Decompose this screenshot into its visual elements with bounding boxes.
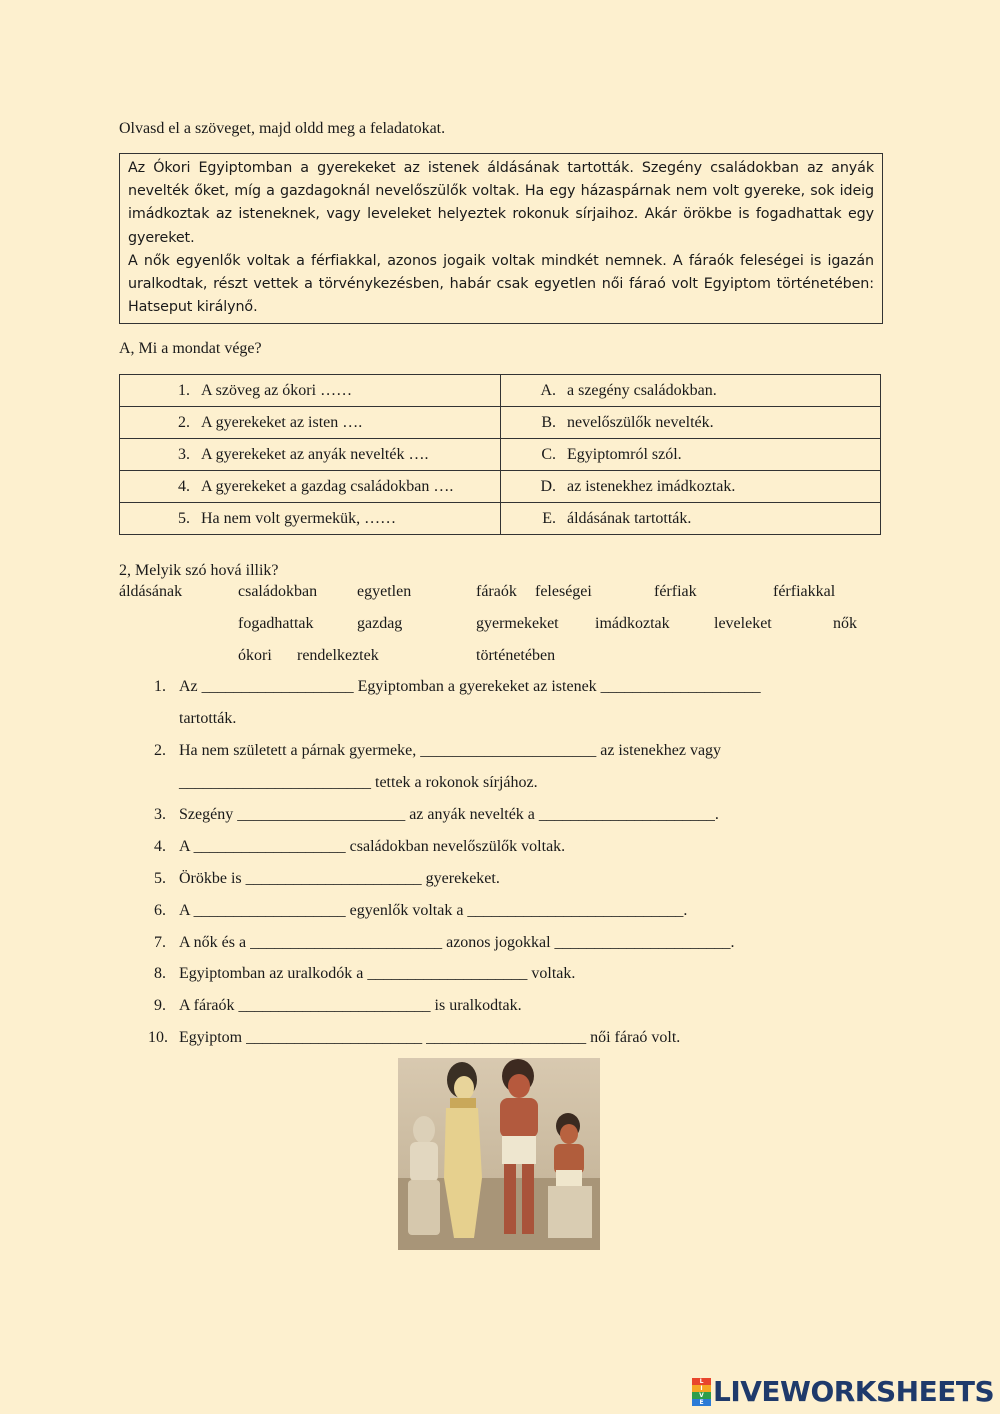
word-bank-item: leveleket xyxy=(714,615,772,632)
row-number: 2. xyxy=(178,413,190,431)
row-number: 5. xyxy=(178,509,190,527)
sentence-end: az istenekhez imádkoztak. xyxy=(567,477,736,495)
sentence-line: tartották. xyxy=(179,710,237,727)
list-item xyxy=(154,965,576,983)
item-number: 3. xyxy=(154,806,166,823)
row-letter: E. xyxy=(542,509,556,527)
table-row xyxy=(120,503,881,535)
sentence-end: a szegény családokban. xyxy=(567,381,717,399)
brand-name: LIVEWORKSHEETS xyxy=(713,1375,995,1408)
row-number: 4. xyxy=(178,477,190,495)
list-item xyxy=(154,870,500,888)
reading-text-box xyxy=(119,153,883,324)
sentence-end: áldásának tartották. xyxy=(567,509,692,527)
word-bank-item: egyetlen xyxy=(357,583,412,600)
sentence-line: Ha nem született a párnak gyermeke, ______________________ az istenekhez vagy xyxy=(179,742,722,759)
list-item xyxy=(154,838,566,856)
word-bank-item: fáraók xyxy=(476,583,517,600)
table-row xyxy=(120,471,881,503)
sentence-line: A ___________________ családokban nevelőszülők voltak. xyxy=(179,838,566,855)
word-bank-item: áldásának xyxy=(119,583,183,600)
reading-paragraph-1: Az Ókori Egyiptomban a gyerekeket az istenek áldásának tartották. Szegény családokban az anyák nevelték őket, míg a gazdagoknál nevelőszülők voltak. Ha egy házaspárnak nem volt gyereke, sok ideig imádkoztak az isteneknek, vagy leveleket helyeztek rokonuk sírjaihoz. Akár örökbe is fogadhattak egy gyereket. xyxy=(128,160,874,246)
reading-paragraph-2: A nők egyenlők voltak a férfiakkal, azonos jogaik voltak mindkét nemnek. A fáraók feleségei is igazán uralkodtak, részt vettek a törvénykezésben, habár csak egyetlen női fáraó volt Egyiptom történetében: Hatseput királynő. xyxy=(128,252,874,316)
word-bank-item: történetében xyxy=(476,647,556,664)
sentence-line: Egyiptomban az uralkodók a ____________________ voltak. xyxy=(179,965,576,982)
word-bank-item: ókori xyxy=(238,647,272,664)
word-bank-item: gazdag xyxy=(357,615,403,632)
sentence-end: Egyiptomról szól. xyxy=(567,445,682,463)
sentence-line: A ___________________ egyenlők voltak a ___________________________. xyxy=(179,902,688,919)
list-item xyxy=(154,997,522,1015)
sentence-end: nevelőszülők nevelték. xyxy=(567,413,714,431)
word-bank-item: imádkoztak xyxy=(595,615,670,632)
word-bank-item: rendelkeztek xyxy=(297,647,379,664)
list-item xyxy=(154,678,761,696)
table-row xyxy=(120,439,881,471)
list-item xyxy=(154,934,735,952)
sentence-start: A gyerekeket az anyák nevelték …. xyxy=(201,445,429,463)
item-number: 9. xyxy=(154,997,166,1014)
word-bank-item: feleségei xyxy=(535,583,592,600)
sentence-start: A gyerekeket a gazdag családokban …. xyxy=(201,477,454,495)
item-number: 6. xyxy=(154,902,166,919)
sentence-line: ________________________ tettek a rokonok sírjához. xyxy=(179,774,538,791)
task2-title: 2, Melyik szó hová illik? xyxy=(119,562,279,579)
item-number: 1. xyxy=(154,678,166,695)
matching-table xyxy=(119,374,881,535)
item-number: 7. xyxy=(154,934,166,951)
family-statue-illustration xyxy=(398,1058,600,1250)
word-bank-item: gyermekeket xyxy=(476,615,559,632)
sentence-line: Örökbe is ______________________ gyerekeket. xyxy=(179,870,500,887)
egyptian-statue-image xyxy=(398,1058,600,1250)
table-row xyxy=(120,407,881,439)
word-bank-item: fogadhattak xyxy=(238,615,314,632)
sentence-line: A fáraók ________________________ is uralkodtak. xyxy=(179,997,522,1014)
sentence-line: A nők és a ________________________ azonos jogokkal ______________________. xyxy=(179,934,735,951)
word-bank-item: nők xyxy=(833,615,857,632)
list-item xyxy=(148,1029,681,1047)
list-item xyxy=(154,806,719,824)
list-item-continuation xyxy=(179,710,236,728)
table-row xyxy=(120,375,881,407)
sentence-line: Szegény _____________________ az anyák nevelték a ______________________. xyxy=(179,806,719,823)
sentence-line: Egyiptom ______________________ ____________________ női fáraó volt. xyxy=(179,1029,681,1046)
list-item xyxy=(154,902,688,920)
instruction-text: Olvasd el a szöveget, majd oldd meg a feladatokat. xyxy=(119,120,446,137)
list-item-continuation xyxy=(179,774,538,792)
item-number: 10. xyxy=(148,1029,168,1046)
word-bank-item: férfiakkal xyxy=(773,583,836,600)
sentence-start: A gyerekeket az isten …. xyxy=(201,413,363,431)
item-number: 5. xyxy=(154,870,166,887)
sentence-start: Ha nem volt gyermekük, …… xyxy=(201,509,397,527)
item-number: 2. xyxy=(154,742,166,759)
liveworksheets-logo xyxy=(692,1375,994,1408)
list-item xyxy=(154,742,722,760)
item-number: 8. xyxy=(154,965,166,982)
row-letter: A. xyxy=(540,381,556,399)
row-number: 1. xyxy=(178,381,190,399)
task1-title: A, Mi a mondat vége? xyxy=(119,340,262,357)
row-letter: D. xyxy=(540,477,556,495)
row-letter: C. xyxy=(541,445,556,463)
word-bank-item: családokban xyxy=(238,583,318,600)
item-number: 4. xyxy=(154,838,166,855)
logo-badge-icon: L I V E xyxy=(692,1378,711,1406)
row-number: 3. xyxy=(178,445,190,463)
row-letter: B. xyxy=(541,413,556,431)
sentence-line: Az ___________________ Egyiptomban a gyerekeket az istenek ____________________ xyxy=(179,678,761,695)
sentence-start: A szöveg az ókori …… xyxy=(201,381,353,399)
word-bank-item: férfiak xyxy=(654,583,697,600)
